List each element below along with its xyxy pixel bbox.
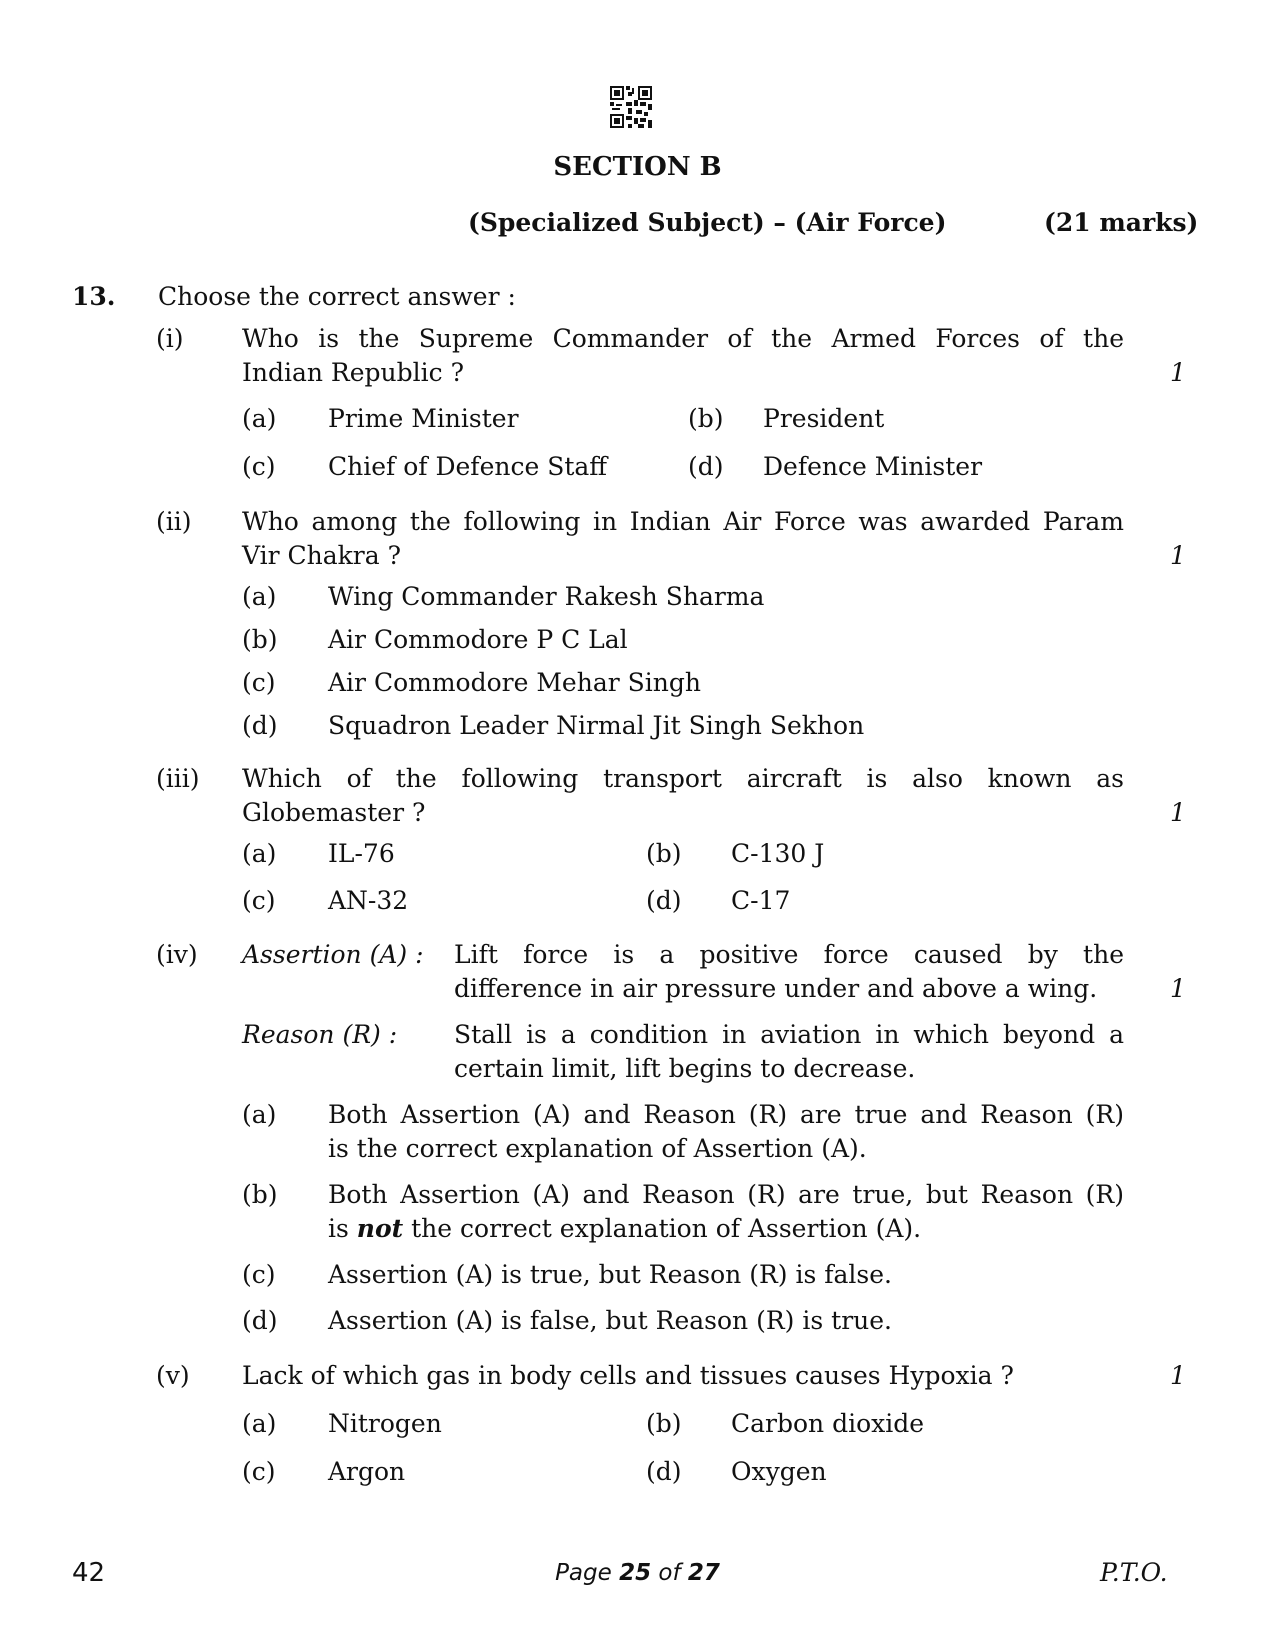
- question-number: 13.: [72, 282, 116, 311]
- page-current: 25: [619, 1560, 652, 1586]
- marks-label: 1: [1170, 974, 1186, 1003]
- reason-text: certain limit, lift begins to decrease.: [454, 1054, 916, 1083]
- option-label: (c): [242, 886, 276, 915]
- subquestion-number: (iii): [156, 764, 200, 793]
- option-text: Carbon dioxide: [731, 1409, 925, 1438]
- question-instruction: Choose the correct answer :: [158, 282, 516, 311]
- subquestion-number: (v): [156, 1361, 190, 1390]
- subquestion-line: Which of the following transport aircraft is also known as: [242, 764, 1124, 793]
- assertion-text: Lift force is a positive force caused by the: [454, 940, 1124, 969]
- option-text: the correct explanation of Assertion (A).: [411, 1214, 922, 1243]
- option-text: is: [328, 1214, 349, 1243]
- option-text: Chief of Defence Staff: [328, 452, 608, 481]
- option-label: (c): [242, 1457, 276, 1486]
- option-label: (d): [242, 711, 278, 740]
- subquestion-line: Who is the Supreme Commander of the Armed Forces of the: [242, 324, 1124, 353]
- option-label: (a): [242, 1409, 277, 1438]
- option-text-line: [328, 1212, 921, 1246]
- pto-label: P.T.O.: [1100, 1558, 1168, 1587]
- section-subtitle: (Specialized Subject) – (Air Force): [468, 208, 947, 237]
- option-label: (d): [646, 886, 682, 915]
- option-label: (d): [646, 1457, 682, 1486]
- marks-label: 1: [1170, 1361, 1186, 1390]
- option-text: Air Commodore P C Lal: [328, 625, 628, 654]
- option-text: Air Commodore Mehar Singh: [328, 668, 701, 697]
- reason-label: Reason (R) :: [242, 1020, 398, 1049]
- subquestion-number: (iv): [156, 940, 198, 969]
- option-text: Oxygen: [731, 1457, 827, 1486]
- assertion-text: difference in air pressure under and above a wing.: [454, 974, 1098, 1003]
- option-text: Argon: [328, 1457, 406, 1486]
- option-label: (a): [242, 1100, 277, 1129]
- marks-label: 1: [1170, 358, 1186, 387]
- reason-text: Stall is a condition in aviation in which beyond a: [454, 1020, 1124, 1049]
- option-text: Nitrogen: [328, 1409, 442, 1438]
- option-label: (a): [242, 839, 277, 868]
- option-text: Wing Commander Rakesh Sharma: [328, 582, 765, 611]
- option-text: IL-76: [328, 839, 395, 868]
- option-text: is the correct explanation of Assertion (A).: [328, 1134, 867, 1163]
- paper-code: 42: [72, 1558, 106, 1588]
- option-label: (c): [242, 668, 276, 697]
- option-text: Assertion (A) is true, but Reason (R) is false.: [328, 1260, 892, 1289]
- option-text: President: [763, 404, 885, 433]
- option-text: AN-32: [328, 886, 409, 915]
- option-label: (a): [242, 582, 277, 611]
- subquestion-number: (i): [156, 324, 184, 353]
- page-indicator: [0, 1556, 1275, 1590]
- subquestion-line: Indian Republic ?: [242, 358, 464, 387]
- option-label: (c): [242, 1260, 276, 1289]
- option-text: Both Assertion (A) and Reason (R) are true and Reason (R): [328, 1100, 1124, 1129]
- option-text: Defence Minister: [763, 452, 983, 481]
- subquestion-line: Who among the following in Indian Air Force was awarded Param: [242, 507, 1124, 536]
- section-marks: (21 marks): [1044, 208, 1199, 237]
- option-text: C-17: [731, 886, 791, 915]
- option-label: (b): [646, 1409, 682, 1438]
- option-label: (d): [688, 452, 724, 481]
- subquestion-line: Lack of which gas in body cells and tissues causes Hypoxia ?: [242, 1361, 1014, 1390]
- option-text: Squadron Leader Nirmal Jit Singh Sekhon: [328, 711, 865, 740]
- page-prefix: Page: [555, 1560, 612, 1586]
- subquestion-line: Globemaster ?: [242, 798, 426, 827]
- assertion-label: Assertion (A) :: [242, 940, 424, 969]
- option-label: (d): [242, 1306, 278, 1335]
- marks-label: 1: [1170, 541, 1186, 570]
- option-text: Both Assertion (A) and Reason (R) are true, but Reason (R): [328, 1180, 1124, 1209]
- option-text: Assertion (A) is false, but Reason (R) is true.: [328, 1306, 892, 1335]
- marks-label: 1: [1170, 798, 1186, 827]
- page-total: 27: [687, 1560, 720, 1586]
- option-label: (b): [242, 1180, 278, 1209]
- option-label: (b): [688, 404, 724, 433]
- section-title: SECTION B: [553, 152, 722, 182]
- option-label: (a): [242, 404, 277, 433]
- option-label: (b): [646, 839, 682, 868]
- option-text: C-130 J: [731, 839, 825, 868]
- qr-code: [610, 86, 652, 128]
- page-of: of: [658, 1560, 681, 1586]
- emphasis-not: not: [356, 1214, 404, 1243]
- option-text: Prime Minister: [328, 404, 519, 433]
- option-label: (c): [242, 452, 276, 481]
- subquestion-number: (ii): [156, 507, 192, 536]
- option-label: (b): [242, 625, 278, 654]
- subquestion-line: Vir Chakra ?: [242, 541, 401, 570]
